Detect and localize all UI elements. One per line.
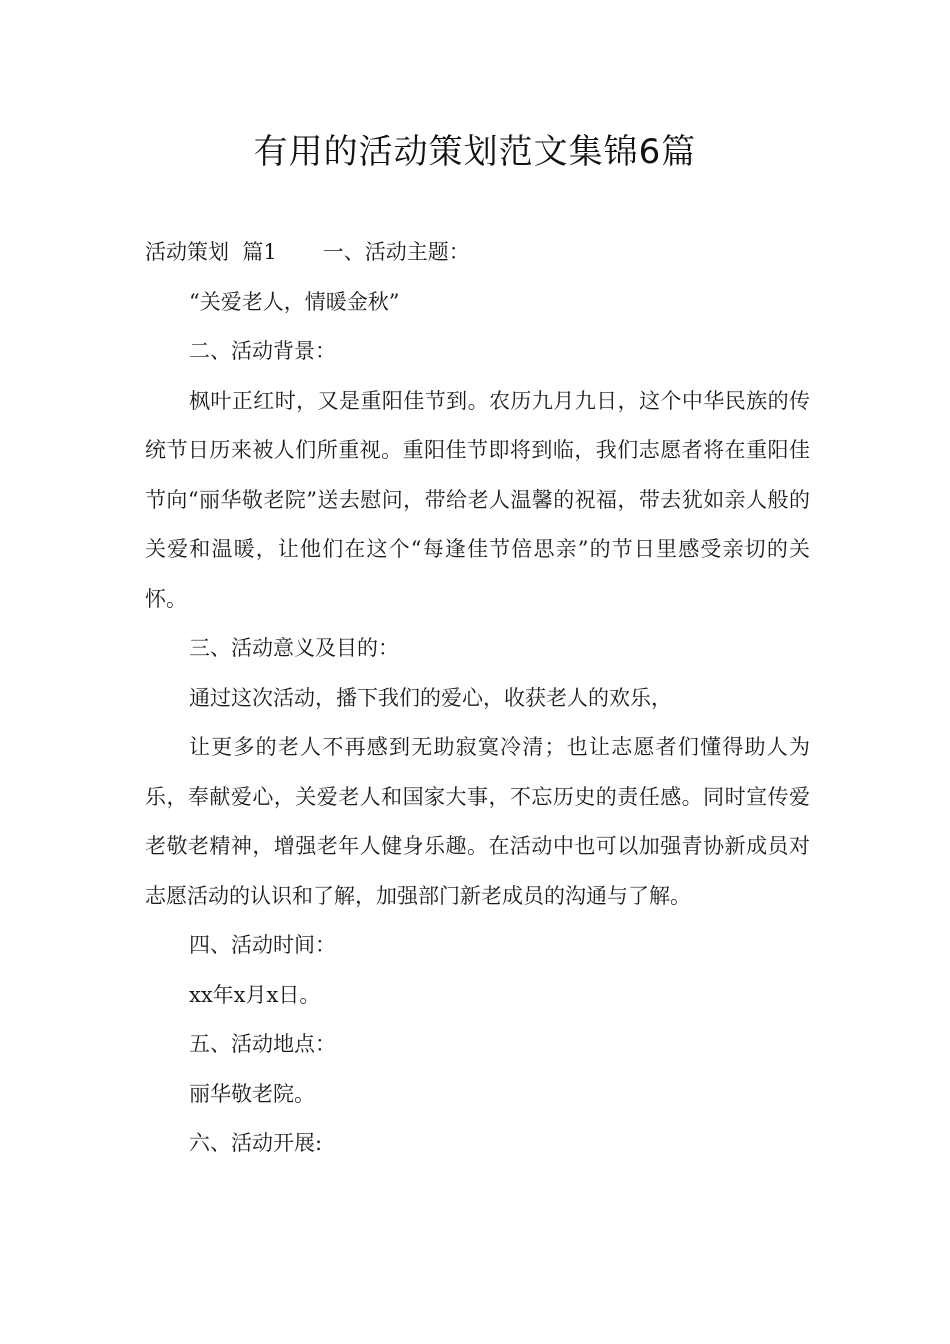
heading-theme: 一、活动主题： [322,240,470,264]
purpose-paragraph-2: 让更多的老人不再感到无助寂寞冷清；也让志愿者们懂得助人为乐，奉献爱心，关爱老人和国家大事，不忘历史的责任感。同时宣传爱老敬老精神，增强老年人健身乐趣。在活动中也可以加强青协新成员对志愿活动的认识和了解，加强部门新老成员的沟通与了解。 [145,735,810,908]
heading-purpose: 三、活动意义及目的： [189,636,399,660]
section-heading-line [145,228,810,278]
background-paragraph: 枫叶正红时，又是重阳佳节到。农历九月九日，这个中华民族的传统节日历来被人们所重视。重阳佳节即将到临，我们志愿者将在重阳佳节向“丽华敬老院”送去慰问，带给老人温馨的祝福，带去犹如亲人般的关爱和温暖，让他们在这个“每逢佳节倍思亲”的节日里感受亲切的关怀。 [145,388,810,611]
document-title: 有用的活动策划范文集锦6篇 [253,132,697,172]
section-label: 活动策划 篇1 [145,240,277,264]
heading-activities: 六、活动开展: [189,1131,323,1155]
heading-location: 五、活动地点： [189,1032,336,1056]
heading-time: 四、活动时间： [189,933,336,957]
purpose-paragraph-1: 通过这次活动，播下我们的爱心，收获老人的欢乐， [189,685,672,710]
location-text: 丽华敬老院。 [189,1081,315,1106]
heading-background: 二、活动背景： [189,339,336,363]
time-text: xx年x月x日。 [189,982,321,1007]
document-body [145,228,810,1169]
theme-text: “关爱老人，情暖金秋” [189,289,400,314]
